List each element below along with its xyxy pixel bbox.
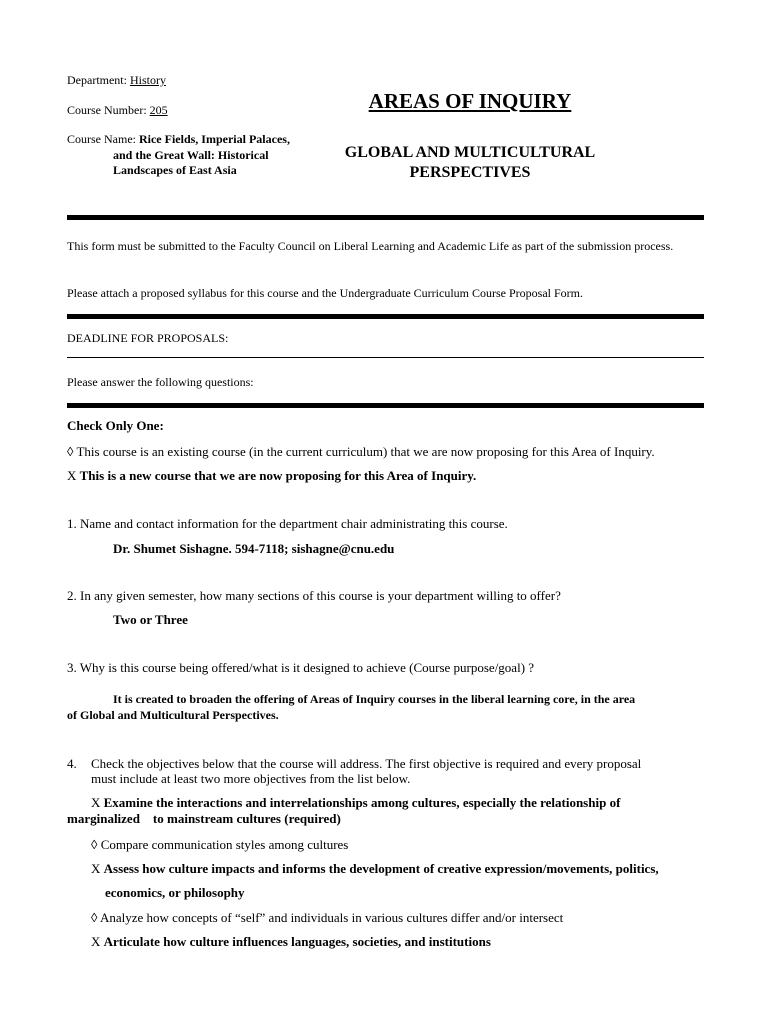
thick-divider-2 [67, 314, 704, 319]
course-number-line [67, 102, 168, 118]
subtitle-line1: GLOBAL AND MULTICULTURAL [344, 144, 596, 161]
deadline-label: DEADLINE FOR PROPOSALS: [67, 331, 229, 345]
department-line [67, 72, 166, 88]
answer-1: Dr. Shumet Sishagne. 594-7118; sishagne@cnu.edu [113, 541, 395, 556]
check-option-new-label: This is a new course that we are now proposing for this Area of Inquiry. [79, 468, 477, 483]
check-option-new [67, 467, 476, 484]
objective-3-line2: economics, or philosophy [105, 885, 245, 900]
objective-3 [91, 860, 659, 877]
objective-2 [91, 836, 348, 853]
answer-prompt: Please answer the following questions: [67, 375, 254, 389]
department-label: Department: [67, 73, 127, 87]
intro-paragraph-2: Please attach a proposed syllabus for this course and the Undergraduate Curriculum Course Proposal Form. [67, 286, 583, 300]
intro-paragraph-1: This form must be submitted to the Faculty Council on Liberal Learning and Academic Life as part of the submission process. [67, 239, 674, 253]
question-4-line2: must include at least two more objectives from the list below. [91, 771, 411, 786]
objective-1-line1: Examine the interactions and interrelationships among cultures, especially the relationship of [103, 795, 621, 810]
objective-5 [91, 933, 491, 950]
diamond-icon: ◊ [67, 444, 74, 459]
thick-divider-3 [67, 403, 704, 408]
objective-4-label: Analyze how concepts of “self” and individuals in various cultures differ and/or intersect [99, 910, 564, 925]
objective-1-line2: marginalized to mainstream cultures (required) [67, 811, 341, 826]
answer-3-line2: of Global and Multicultural Perspectives. [67, 708, 279, 722]
question-4-number: 4. [67, 756, 77, 771]
question-1: 1. Name and contact information for the department chair administrating this course. [67, 516, 508, 531]
question-4-line1: Check the objectives below that the course will address. The first objective is required and every proposal [91, 756, 642, 771]
question-2: 2. In any given semester, how many sections of this course is your department willing to offer? [67, 588, 561, 603]
check-option-existing-label: This course is an existing course (in the current curriculum) that we are now proposing for this Area of Inquiry. [76, 444, 655, 459]
subtitle-line2: PERSPECTIVES [409, 164, 531, 181]
check-option-existing [67, 443, 655, 460]
x-mark-icon: X [91, 861, 101, 876]
objective-3-line1: Assess how culture impacts and informs the development of creative expression/movements, politics, [103, 861, 659, 876]
course-name-line [67, 131, 290, 147]
course-name-line1: Rice Fields, Imperial Palaces, [138, 132, 290, 146]
objective-4 [91, 909, 563, 926]
thick-divider-1 [67, 215, 704, 220]
answer-3-line1: It is created to broaden the offering of Areas of Inquiry courses in the liberal learning core, in the area [113, 692, 636, 706]
page-title: AREAS OF INQUIRY [368, 89, 572, 113]
x-mark-icon: X [91, 795, 101, 810]
x-mark-icon: X [67, 468, 77, 483]
answer-2: Two or Three [113, 612, 188, 627]
x-mark-icon: X [91, 934, 101, 949]
check-one-heading: Check Only One: [67, 418, 164, 433]
objective-5-label: Articulate how culture influences languages, societies, and institutions [103, 934, 491, 949]
thin-divider [67, 357, 704, 358]
diamond-icon: ◊ [91, 910, 98, 925]
objective-2-label: Compare communication styles among cultures [100, 837, 349, 852]
course-name-line3: Landscapes of East Asia [113, 163, 237, 177]
course-number-label: Course Number: [67, 103, 147, 117]
objective-1 [91, 794, 620, 811]
course-number-value: 205 [149, 103, 168, 117]
diamond-icon: ◊ [91, 837, 98, 852]
course-name-label: Course Name: [67, 132, 136, 146]
question-3: 3. Why is this course being offered/what is it designed to achieve (Course purpose/goal) ? [67, 660, 535, 675]
department-value: History [129, 73, 166, 87]
course-name-line2: and the Great Wall: Historical [113, 148, 269, 162]
